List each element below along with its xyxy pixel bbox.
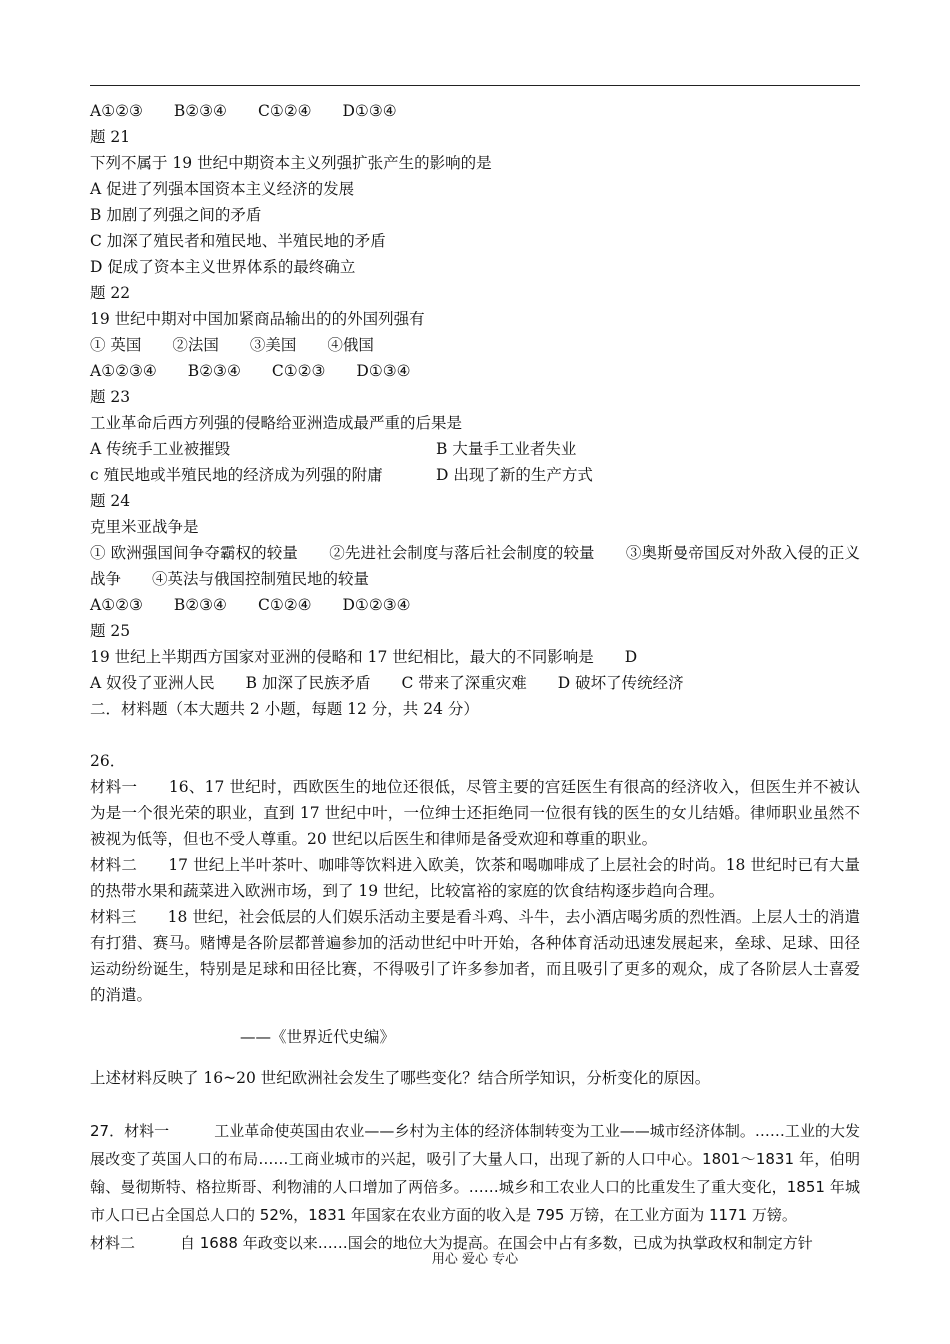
q27-material-2: 材料二 自 1688 年政变以来……国会的地位大为提高。在国会中占有多数，已成为执掌政权和制定方针 xyxy=(90,1234,813,1252)
q23-options-row2 xyxy=(90,462,860,488)
q26-question: 上述材料反映了 16~20 世纪欧洲社会发生了哪些变化？结合所学知识，分析变化的原因。 xyxy=(90,1069,711,1087)
q26-material-1: 材料一 16、17 世纪时，西欧医生的地位还很低，尽管主要的宫廷医生有很高的经济收入，但医生并不被认为是一个很光荣的职业，直到 17 世纪中叶，一位绅士还拒绝同一位很有钱的医生的女儿结婚。律师职业虽然不被视为低等，但也不受人尊重。20 世纪以后医生和律师是备受欢迎和尊重的职业。 xyxy=(90,778,860,848)
q23-option-c: c 殖民地或半殖民地的经济成为列强的附庸 xyxy=(90,466,383,484)
q25-stem: 19 世纪上半期西方国家对亚洲的侵略和 17 世纪相比，最大的不同影响是 D xyxy=(90,648,638,666)
q21-stem: 下列不属于 19 世纪中期资本主义列强扩张产生的影响的是 xyxy=(90,154,492,172)
q21-option-d: D 促成了资本主义世界体系的最终确立 xyxy=(90,258,356,276)
q22-stem: 19 世纪中期对中国加紧商品输出的的外国列强有 xyxy=(90,310,425,328)
q23-option-a: A 传统手工业被摧毁 xyxy=(90,440,231,458)
header-rule xyxy=(90,85,860,86)
q21-label: 题 21 xyxy=(90,128,131,146)
q23-option-d: D 出现了新的生产方式 xyxy=(436,466,593,484)
q26-material-2: 材料二 17 世纪上半叶茶叶、咖啡等饮料进入欧美，饮茶和喝咖啡成了上层社会的时尚。18 世纪时已有大量的热带水果和蔬菜进入欧洲市场，到了 19 世纪，比较富裕的家庭的饮食结构逐步趋向合理。 xyxy=(90,856,860,900)
q26-source: ——《世界近代史编》 xyxy=(240,1027,396,1046)
q20-options: A①②③ B②③④ C①②④ D①③④ xyxy=(90,102,397,120)
q22-items: ① 英国 ②法国 ③美国 ④俄国 xyxy=(90,336,374,354)
q27-material-1: 27．材料一 工业革命使英国由农业——乡村为主体的经济体制转变为工业——城市经济体制。……工业的大发展改变了英国人口的布局……工商业城市的兴起，吸引了大量人口，出现了新的人口中心。1801～1831 年，伯明翰、曼彻斯特、格拉斯哥、利物浦的人口增加了两倍多。……城乡和工农业人口的比重发生了重大变化，1851 年城市人口已占全国总人口的 52%，1831 年国家在农业方面的收入是 795 万镑，在工业方面为 1171 万镑。 xyxy=(90,1122,860,1224)
q24-items: ① 欧洲强国间争夺霸权的较量 ②先进社会制度与落后社会制度的较量 ③奥斯曼帝国反对外敌入侵的正义战争 ④英法与俄国控制殖民地的较量 xyxy=(90,544,860,588)
spacer xyxy=(90,1091,860,1117)
q23-option-b: B 大量手工业者失业 xyxy=(436,440,577,458)
q24-label: 题 24 xyxy=(90,492,131,510)
q26-material-3: 材料三 18 世纪，社会低层的人们娱乐活动主要是看斗鸡、斗牛，去小酒店喝劣质的烈性酒。上层人士的消遣有打猎、赛马。赌博是各阶层都普遍参加的活动世纪中叶开始，各种体育活动迅速发展起来，垒球、足球、田径运动纷纷诞生，特别是足球和田径比赛，不得吸引了许多参加者，而且吸引了更多的观众，成了各阶层人士喜爱的消遣。 xyxy=(90,908,860,1004)
q21-option-b: B 加剧了列强之间的矛盾 xyxy=(90,206,262,224)
q24-options: A①②③ B②③④ C①②④ D①②③④ xyxy=(90,596,411,614)
q21-option-c: C 加深了殖民者和殖民地、半殖民地的矛盾 xyxy=(90,232,386,250)
q23-options-row1 xyxy=(90,436,860,462)
q22-options: A①②③④ B②③④ C①②③ D①③④ xyxy=(90,362,411,380)
spacer xyxy=(90,722,860,748)
q22-label: 题 22 xyxy=(90,284,131,302)
q21-option-a: A 促进了列强本国资本主义经济的发展 xyxy=(90,180,355,198)
document-body xyxy=(90,98,860,1257)
q25-label: 题 25 xyxy=(90,622,131,640)
q24-stem: 克里米亚战争是 xyxy=(90,518,199,536)
q26-label: 26． xyxy=(90,752,126,770)
q25-options: A 奴役了亚洲人民 B 加深了民族矛盾 C 带来了深重灾难 D 破坏了传统经济 xyxy=(90,674,684,692)
section2-heading: 二．材料题（本大题共 2 小题，每题 12 分，共 24 分） xyxy=(90,700,479,718)
q23-stem: 工业革命后西方列强的侵略给亚洲造成最严重的后果是 xyxy=(90,414,463,432)
q23-label: 题 23 xyxy=(90,388,131,406)
page-footer: 用心 爱心 专心 xyxy=(431,1252,519,1267)
